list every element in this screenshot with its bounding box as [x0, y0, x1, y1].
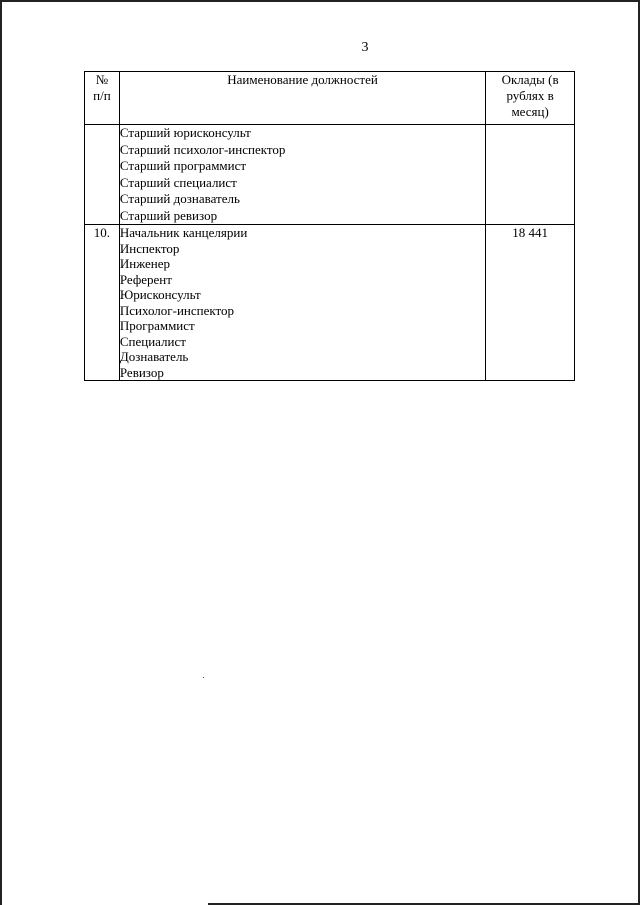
- row-salary: 18 441: [486, 225, 575, 381]
- header-salary-line: Оклады (в: [501, 72, 559, 87]
- table-row: [85, 125, 575, 225]
- row-salary: [486, 125, 575, 225]
- position-item: Юрисконсульт: [119, 287, 201, 302]
- position-item: Старший юрисконсульт: [119, 125, 251, 140]
- header-salary: [486, 72, 575, 125]
- position-item: Специалист: [119, 333, 186, 349]
- table-row: [85, 225, 575, 381]
- position-item: Старший программист: [119, 158, 247, 173]
- scan-edge-top: [0, 0, 640, 2]
- header-position-name: Наименование должностей: [119, 72, 485, 125]
- position-item: Референт: [119, 271, 172, 287]
- header-number-line: №: [95, 72, 109, 87]
- scan-edge-left: [0, 0, 2, 905]
- row-number: [85, 125, 120, 225]
- position-item: Психолог-инспектор: [119, 302, 235, 318]
- positions-salary-table: [84, 71, 575, 381]
- header-number: [85, 72, 120, 125]
- position-list: [119, 225, 485, 381]
- position-item: Старший дознаватель: [119, 191, 240, 206]
- scan-speck: [203, 677, 204, 678]
- row-number: 10.: [85, 225, 120, 381]
- position-item: Инженер: [119, 256, 171, 271]
- position-item: Старший ревизор: [119, 207, 218, 223]
- position-item: Старший психолог-инспектор: [119, 141, 286, 157]
- header-salary-line: месяц): [511, 104, 549, 119]
- position-item: Дознаватель: [119, 349, 189, 364]
- table-header-row: [85, 72, 575, 125]
- position-item: Старший специалист: [119, 174, 237, 190]
- position-item: Программист: [119, 318, 195, 333]
- page-number: 3: [361, 40, 369, 55]
- position-item: Ревизор: [119, 364, 164, 380]
- header-number-line: п/п: [93, 88, 111, 103]
- position-item: Начальник канцелярии: [119, 225, 248, 240]
- position-list: [119, 125, 485, 225]
- header-salary-line: рублях в: [506, 88, 554, 103]
- position-item: Инспектор: [119, 240, 180, 256]
